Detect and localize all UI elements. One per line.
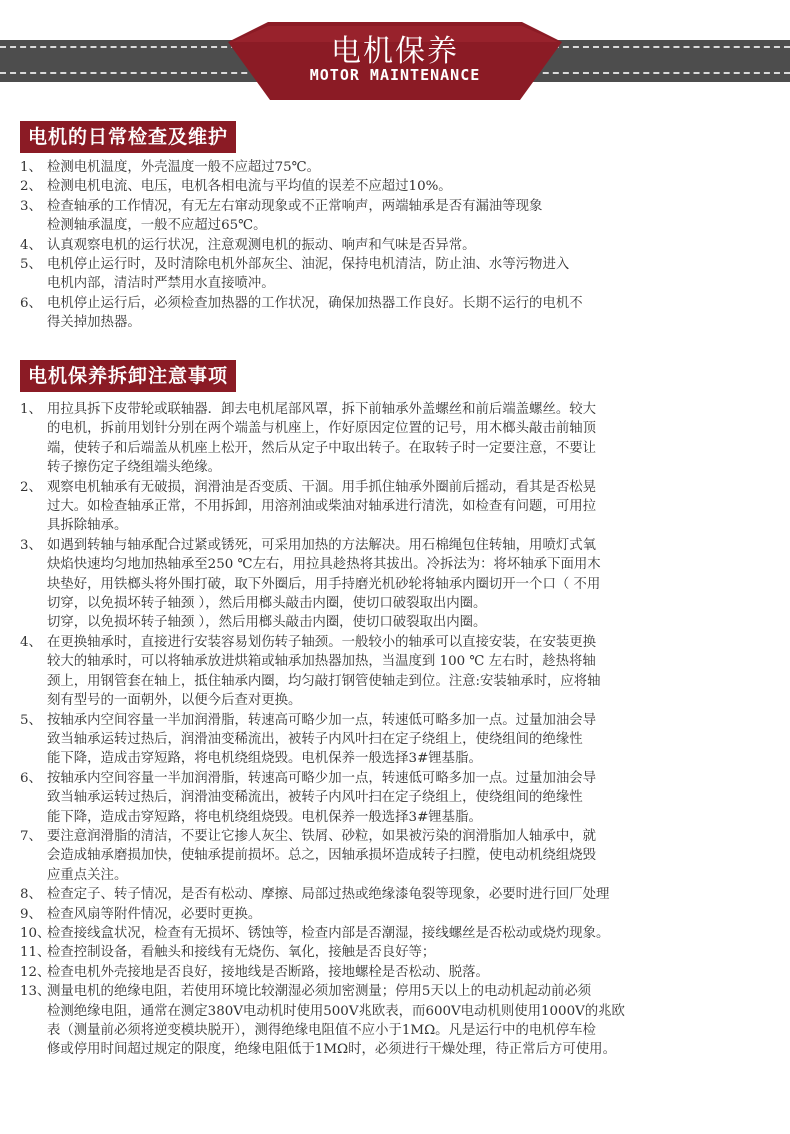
list-item — [20, 236, 782, 255]
list-item — [20, 158, 782, 177]
item-text-line: 转子擦伤定子绕组端头绝缘。 — [47, 460, 222, 476]
item-text-line: 切穿，以免损坏转子轴颈 ），然后用榔头敲击内圈，使切口破裂取出内圈。 — [47, 615, 487, 631]
item-text-line: 认真观察电机的运行状况，注意观测电机的振动、响声和气味是否异常。 — [47, 237, 476, 253]
list-item — [20, 711, 782, 769]
item-number: 1、 — [20, 160, 42, 175]
item-text-line: 检查接线盒状况，检查有无损坏、锈蚀等，检查内部是否潮湿，接线螺丝是否松动或烧灼现象。 — [47, 925, 610, 941]
list-item — [20, 255, 782, 294]
item-text-line: 按轴承内空间容量一半加润滑脂，转速高可略少加一点，转速低可略多加一点。过量加油会导 — [47, 712, 597, 728]
list-item — [20, 197, 782, 236]
item-number: 4、 — [20, 634, 42, 650]
title-badge — [228, 22, 562, 100]
item-number: 3、 — [20, 198, 42, 214]
item-number: 7、 — [20, 828, 42, 844]
header-banner — [0, 0, 790, 120]
item-text-line: 切穿，以免损坏转子轴颈 ），然后用榔头敲击内圈，使切口破裂取出内圈。 — [47, 596, 487, 612]
item-text-line: 得关掉加热器。 — [47, 315, 141, 331]
item-text-line: 检查控制设备，看触头和接线有无烧伤、氧化，接触是否良好等； — [47, 945, 436, 961]
item-text-line: 检查定子、转子情况，是否有松动、摩擦、局部过热或绝缘漆龟裂等现象，必要时进行回厂处理 — [47, 887, 610, 903]
item-text-line: 的电机，拆前用划针分别在两个端盖与机座上，作好原因定位置的记号，用木榔头敲击前轴顶 — [47, 421, 597, 437]
item-text-line: 能下降，造成击穿短路，将电机绕组烧毁。电机保养一般选择3#锂基脂。 — [47, 809, 482, 825]
list-item — [20, 827, 782, 885]
item-text-line: 电机停止运行时，及时清除电机外部灰尘、油泥，保持电机清洁，防止油、水等污物进入 — [47, 257, 570, 273]
item-text-line: 检测轴承温度，一般不应超过65℃。 — [47, 218, 267, 234]
item-number: 2、 — [20, 479, 42, 495]
item-text-line: 刻有型号的一面朝外，以便今后查对更换。 — [47, 693, 302, 709]
list-item — [20, 885, 782, 904]
item-text-line: 能下降，造成击穿短路，将电机绕组烧毁。电机保养一般选择3#锂基脂。 — [47, 751, 482, 767]
item-text-line: 应重点关注。 — [47, 867, 128, 883]
list-item — [20, 177, 782, 196]
item-text-line: 过大。如检查轴承正常，不用拆卸，用溶剂油或柴油对轴承进行清洗，如检查有问题，可用拉 — [47, 499, 597, 515]
item-text-line: 检查电机外壳接地是否良好，接地线是否断路，接地螺栓是否松动、脱落。 — [47, 964, 489, 980]
item-text-line: 块垫好，用铁榔头将外围打破，取下外圈后，用手持磨光机砂轮将轴承内圈切开一个口（ 不用 — [47, 576, 601, 592]
item-number: 5、 — [20, 712, 42, 728]
item-number: 3、 — [20, 537, 42, 553]
item-text-line: 检测电机温度，外壳温度一般不应超过75℃。 — [47, 160, 321, 175]
list-item — [20, 294, 782, 333]
item-number: 6、 — [20, 295, 42, 311]
item-text-line: 检查风扇等附件情况，必要时更换。 — [47, 906, 262, 922]
item-text-line: 检测绝缘电阻，通常在测定380V电动机时使用500V兆欧表，而600V电动机则使用1000V的兆欧 — [47, 1003, 625, 1019]
daily-check-list — [20, 158, 782, 333]
item-text-line: 在更换轴承时，直接进行安装容易划伤转子轴颈。一般较小的轴承可以直接安装，在安装更换 — [47, 634, 597, 650]
list-item — [20, 924, 782, 943]
item-text-line: 表（测量前必须将逆变模块脱开），测得绝缘电阻值不应小于1MΩ。凡是运行中的电机停车检 — [47, 1023, 596, 1038]
item-number: 12、 — [20, 964, 51, 980]
list-item — [20, 536, 782, 633]
item-text-line: 会造成轴承磨损加快，使轴承提前损坏。总之，因轴承损坏造成转子扫膛，使电动机绕组烧毁 — [47, 848, 597, 864]
item-number: 2、 — [20, 179, 42, 195]
item-text-line: 检查轴承的工作情况，有无左右窜动现象或不正常响声，两端轴承是否有漏油等现象 — [47, 198, 543, 214]
item-number: 4、 — [20, 237, 42, 253]
disassembly-list — [20, 400, 782, 1060]
list-item — [20, 769, 782, 827]
item-number: 5、 — [20, 257, 42, 273]
item-text-line: 端，使转子和后端盖从机座上松开，然后从定子中取出转子。在取转子时一定要注意，不要让 — [47, 440, 597, 456]
item-text-line: 按轴承内空间容量一半加润滑脂，转速高可略少加一点，转速低可略多加一点。过量加油会导 — [47, 770, 597, 786]
item-text-line: 颈上，用钢管套在轴上，抵住轴承内圈，均匀敲打钢管使轴走到位。注意:安装轴承时，应将轴 — [47, 673, 601, 689]
item-number: 11、 — [20, 945, 51, 961]
section-heading-daily-check: 电机的日常检查及维护 — [20, 121, 236, 153]
list-item — [20, 633, 782, 711]
item-number: 9、 — [20, 906, 42, 922]
item-text-line: 较大的轴承时，可以将轴承放进烘箱或轴承加热器加热，当温度到 100 ℃ 左右时，趁热将轴 — [47, 654, 596, 670]
list-item — [20, 943, 782, 962]
item-text-line: 电机内部，清洁时严禁用水直接喷冲。 — [47, 276, 275, 292]
item-text-line: 具拆除轴承。 — [47, 518, 128, 534]
list-item — [20, 400, 782, 478]
item-text-line: 测量电机的绝缘电阻，若使用环境比较潮湿必须加密测量；停用5天以上的电动机起动前必须 — [47, 984, 592, 1000]
item-text-line: 致当轴承运转过热后，润滑油变稀流出，被转子内风叶扫在定子绕组上，使绕组间的绝缘性 — [47, 731, 583, 747]
item-text-line: 修或停用时间超过规定的限度，绝缘电阻低于1MΩ时，必须进行干燥处理，待正常后方可使用。 — [47, 1042, 616, 1058]
page-title: 电机保养 — [331, 34, 459, 69]
item-number: 1、 — [20, 402, 42, 417]
list-item — [20, 963, 782, 982]
list-item — [20, 905, 782, 924]
item-number: 6、 — [20, 770, 42, 786]
item-text-line: 电机停止运行后，必须检查加热器的工作状况，确保加热器工作良好。长期不运行的电机不 — [47, 295, 583, 311]
item-text-line: 如遇到转轴与轴承配合过紧或锈死，可采用加热的方法解决。用石棉绳包住转轴，用喷灯式氧 — [47, 537, 597, 553]
list-item — [20, 982, 782, 1060]
item-text-line: 炔焰快速均匀地加热轴承至250 ℃左右，用拉具趁热将其拔出。冷拆法为：将坏轴承下面用木 — [47, 557, 601, 573]
item-number: 13、 — [20, 984, 51, 1000]
item-text-line: 要注意润滑脂的清洁，不要让它掺人灰尘、铁屑、砂粒，如果被污染的润滑脂加人轴承中，就 — [47, 828, 597, 844]
item-text-line: 检测电机电流、电压，电机各相电流与平均值的误差不应超过10%。 — [47, 179, 452, 195]
item-text-line: 用拉具拆下皮带轮或联轴器．卸去电机尾部风罩，拆下前轴承外盖螺丝和前后端盖螺丝。较大 — [47, 402, 597, 417]
page-subtitle: MOTOR MAINTENANCE — [309, 66, 481, 84]
item-number: 10、 — [20, 925, 51, 941]
item-text-line: 观察电机轴承有无破损，润滑油是否变质、干涸。用手抓住轴承外圈前后摇动，看其是否松晃 — [47, 479, 597, 495]
list-item — [20, 478, 782, 536]
item-number: 8、 — [20, 887, 42, 903]
item-text-line: 致当轴承运转过热后，润滑油变稀流出，被转子内风叶扫在定子绕组上，使绕组间的绝缘性 — [47, 790, 583, 806]
section-heading-disassembly: 电机保养拆卸注意事项 — [20, 360, 236, 392]
